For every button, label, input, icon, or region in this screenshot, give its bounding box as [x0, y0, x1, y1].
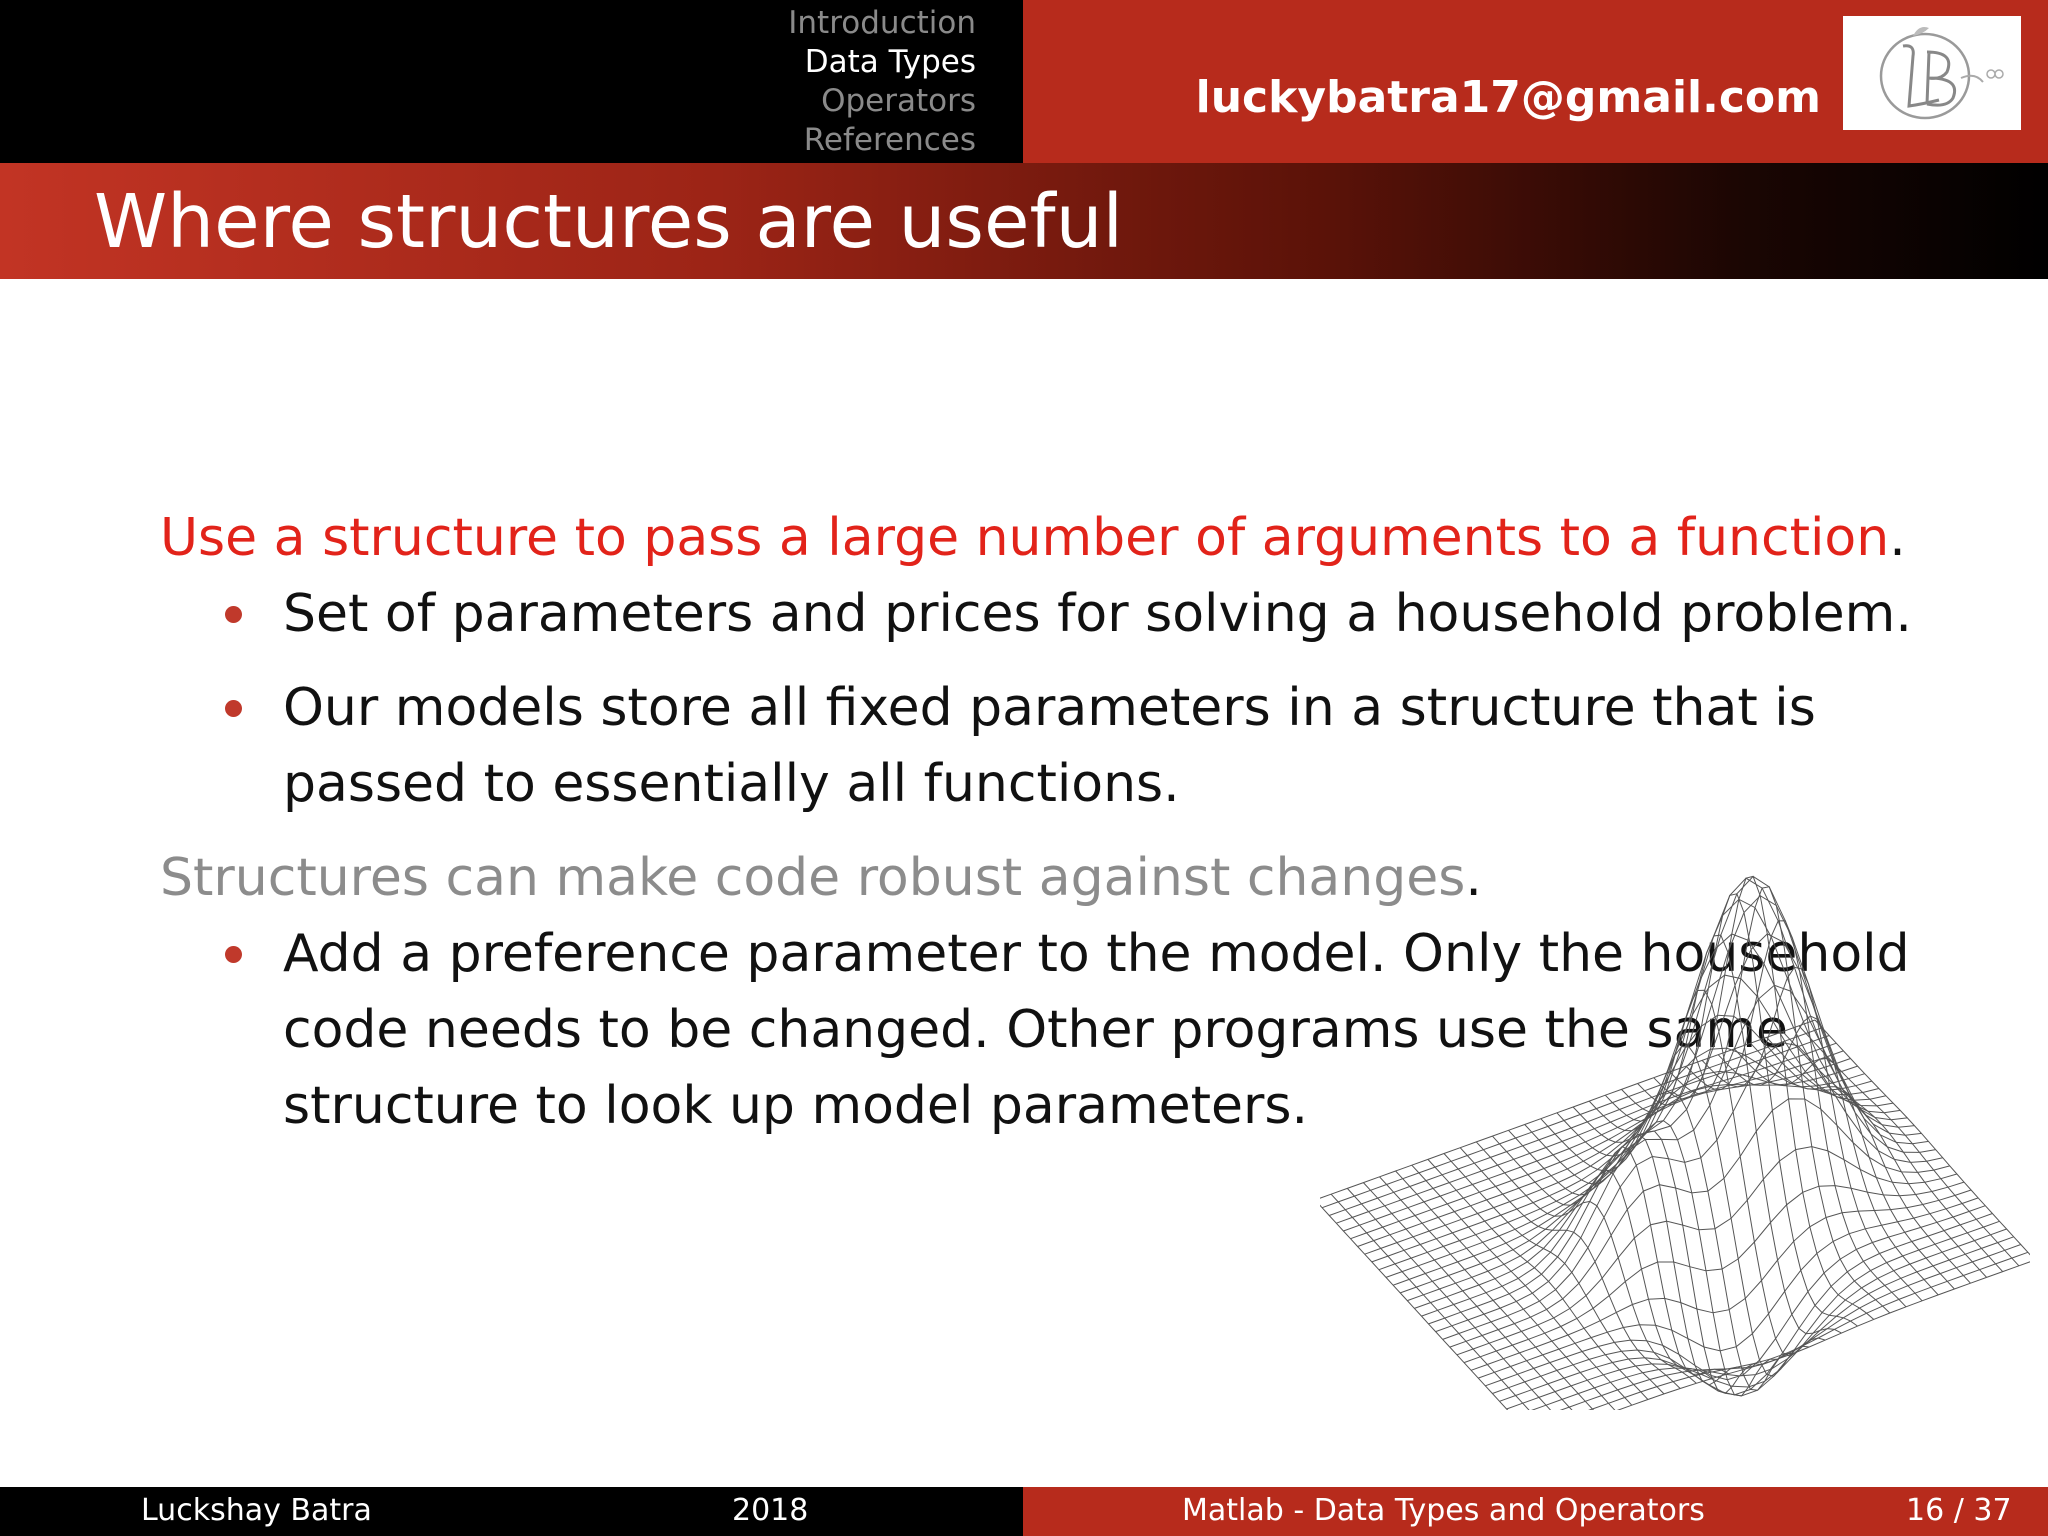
surface-plot-illustration [1320, 870, 2030, 1410]
mesh-line [1815, 1020, 2030, 1260]
nav-item-introduction[interactable]: Introduction [788, 5, 976, 41]
nav-item-references[interactable]: References [803, 122, 976, 158]
main-point-1 [160, 500, 1906, 576]
slide-title: Where structures are useful [94, 179, 1124, 265]
mesh-line [1429, 934, 1929, 1324]
mesh-line [1320, 1020, 1815, 1200]
footer-author: Luckshay Batra [141, 1493, 372, 1528]
title-bar [0, 163, 2048, 279]
main-point-2-period: . [1465, 848, 1482, 908]
mesh-line [1436, 985, 1936, 1331]
main-point-2-text: Structures can make code robust against changes [160, 848, 1466, 908]
footer-course: Matlab - Data Types and Operators [1182, 1493, 1705, 1528]
mesh-line [1528, 1252, 2028, 1410]
author-email: luckybatra17@gmail.com [1195, 72, 1821, 123]
mesh-line [1428, 1159, 1648, 1399]
mesh-line [1514, 1237, 2014, 1410]
mesh-line [1799, 1026, 2019, 1266]
main-point-1-text: Use a structure to pass a large number of arguments to a function [160, 508, 1890, 568]
bullet-list-1 [160, 576, 1912, 822]
mesh-line [1422, 896, 1922, 1316]
mesh-line [1393, 934, 1893, 1285]
mesh-line [1347, 1188, 1567, 1410]
lb-logo-icon [1843, 16, 2021, 130]
mesh-line [1358, 1066, 1858, 1246]
mesh-line [1589, 1046, 1809, 1376]
list-item: Add a preference parameter to the model. Only the household code needs to be changed. Other programs use the same structure to look up model parameters. [283, 916, 1983, 1144]
list-item: Our models store all fixed parameters in a structure that is passed to essentially all functions. [283, 670, 1883, 822]
mesh-line [1322, 1028, 1822, 1208]
section-nav [788, 4, 976, 160]
mesh-line [1363, 1183, 1583, 1410]
footer-year: 2018 [732, 1493, 809, 1528]
footer-page-number: 16 / 37 [1906, 1493, 2012, 1528]
nav-item-data-types[interactable]: Data Types [804, 44, 976, 80]
mesh-line [1457, 1147, 1957, 1355]
main-point-1-period: . [1889, 508, 1906, 568]
logo [1843, 16, 2021, 130]
list-item: Set of parameters and prices for solving a household problem. [283, 576, 1983, 652]
nav-item-operators[interactable]: Operators [821, 83, 976, 119]
